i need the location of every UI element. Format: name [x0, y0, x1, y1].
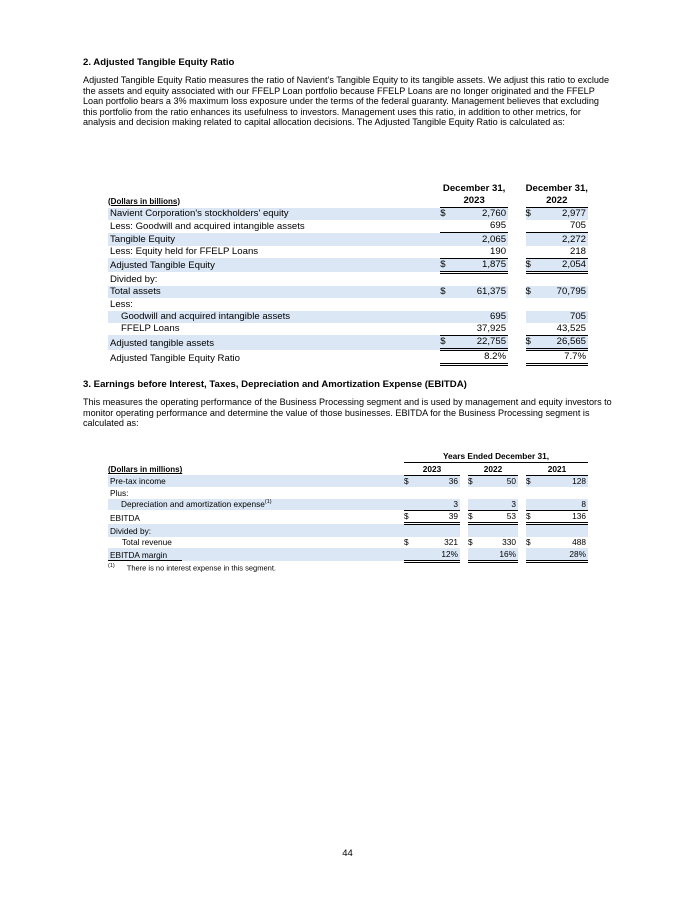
spacer-cell — [518, 510, 526, 523]
row-label: Adjusted Tangible Equity Ratio — [110, 352, 240, 364]
value-2022: 70,795 — [536, 286, 588, 298]
currency-symbol: $ — [526, 208, 537, 221]
column-header-2022 — [526, 183, 588, 208]
value-2022: 3 — [478, 499, 518, 511]
currency-symbol: $ — [440, 335, 450, 349]
currency-symbol — [526, 246, 537, 259]
spacer-cell — [508, 298, 526, 310]
value-2023: 3 — [414, 499, 460, 511]
value-2023 — [450, 272, 508, 286]
row-label — [108, 524, 404, 537]
spacer-cell — [518, 487, 526, 498]
spacer-cell — [460, 537, 468, 548]
row-label — [108, 499, 404, 511]
column-header-line: December 31, — [442, 183, 506, 194]
row-label-text: EBITDA — [110, 512, 140, 523]
spacer-cell — [518, 499, 526, 511]
currency-symbol — [440, 298, 450, 310]
row-label-text: Plus: — [110, 487, 129, 498]
table-row — [108, 298, 588, 310]
row-label — [108, 487, 404, 498]
currency-symbol — [468, 487, 478, 498]
value-2022: 330 — [502, 537, 516, 548]
value-2023: 2,065 — [450, 233, 508, 246]
table-row — [108, 350, 588, 365]
row-label-text: Pre-tax income — [110, 476, 166, 487]
currency-symbol: $ — [440, 208, 450, 221]
row-label: Less: Equity held for FFELP Loans — [110, 246, 259, 258]
currency-symbol — [440, 246, 450, 259]
table-row — [108, 524, 588, 537]
section-3-paragraph: This measures the operating performance of the Business Processing segment and is used by management and equity investors to monitor operating performance and determine the value of those businesses. EBITDA for the Business Processing segment is calculated as: — [83, 397, 612, 429]
value-2021: 128 — [536, 475, 588, 487]
section-3-heading: 3. Earnings before Interest, Taxes, Depreciation and Amortization Expense (EBITDA) — [83, 379, 467, 390]
value-2023: 22,755 — [450, 335, 508, 349]
currency-symbol — [526, 350, 537, 365]
spacer-cell — [508, 323, 526, 336]
row-label-text: Total revenue — [122, 537, 172, 548]
value-2022: 50 — [478, 475, 518, 487]
currency-symbol: $ — [468, 475, 478, 487]
row-label: Goodwill and acquired intangible assets — [108, 311, 440, 323]
currency-symbol: $ — [526, 510, 536, 523]
value-2021: 136 — [536, 510, 588, 523]
currency-symbol — [440, 311, 450, 323]
row-label: FFELP Loans — [121, 323, 180, 335]
adjusted-tangible-equity-table — [108, 183, 588, 366]
table-row — [108, 537, 588, 548]
year-header: 2021 — [526, 463, 588, 475]
value-2023: 12% — [414, 548, 460, 561]
currency-symbol: $ — [526, 286, 537, 298]
table-row — [108, 487, 588, 498]
spacer-cell — [508, 183, 526, 208]
unit-label-cell — [108, 463, 404, 475]
footnote — [108, 563, 276, 573]
column-header-2023 — [440, 183, 508, 208]
table-row — [108, 335, 588, 349]
value-2023: 695 — [450, 311, 508, 323]
currency-symbol: $ — [526, 475, 536, 487]
currency-symbol — [526, 233, 537, 246]
value-2022: 2,054 — [536, 258, 588, 272]
unit-label: (Dollars in millions) — [108, 465, 183, 475]
currency-symbol: $ — [526, 258, 537, 272]
currency-symbol: $ — [440, 258, 450, 272]
currency-symbol — [468, 548, 478, 561]
year-header: 2023 — [404, 463, 460, 475]
currency-symbol — [526, 487, 536, 498]
table-row — [108, 233, 588, 246]
currency-symbol — [526, 499, 536, 511]
currency-symbol: $ — [468, 510, 478, 523]
currency-symbol — [526, 311, 537, 323]
value-2022: 53 — [478, 510, 518, 523]
table-row — [108, 246, 588, 259]
value-2023: 695 — [450, 220, 508, 233]
table-row — [108, 286, 588, 298]
unit-label: (Dollars in billions) — [108, 196, 181, 206]
table-header-row — [108, 183, 588, 208]
spacer-cell — [518, 463, 526, 475]
currency-symbol — [526, 272, 537, 286]
value-2023: 39 — [414, 510, 460, 523]
value-2023 — [414, 487, 460, 498]
currency-symbol: $ — [404, 510, 414, 523]
row-label — [108, 537, 404, 548]
value-2021 — [536, 487, 588, 498]
row-label: Adjusted Tangible Equity — [108, 258, 440, 272]
page-number: 44 — [342, 848, 353, 859]
value-2023 — [414, 524, 460, 537]
currency-symbol — [404, 487, 414, 498]
value-2022: 2,272 — [536, 233, 588, 246]
unit-label-cell — [108, 183, 440, 208]
table-row — [108, 323, 588, 336]
year-header-row — [108, 463, 588, 475]
row-label — [108, 510, 404, 523]
value-2023: 1,875 — [450, 258, 508, 272]
blank-cell — [108, 451, 404, 463]
footnote-rule — [108, 560, 182, 561]
currency-symbol — [526, 323, 537, 336]
row-label: Navient Corporation's stockholders' equity — [108, 208, 440, 221]
value-2022: 705 — [536, 311, 588, 323]
currency-symbol — [404, 524, 414, 537]
row-label: Tangible Equity — [108, 233, 440, 246]
currency-symbol: $ — [440, 286, 450, 298]
value-2022 — [478, 487, 518, 498]
value-2022 — [536, 298, 588, 310]
table-row — [108, 208, 588, 221]
row-label: Less: — [110, 298, 133, 310]
row-label: Adjusted tangible assets — [108, 335, 440, 349]
table-row — [108, 220, 588, 233]
spacer-cell — [460, 475, 468, 487]
value-2023: 321 — [444, 537, 458, 548]
spacer-cell — [508, 311, 526, 323]
table-row — [108, 510, 588, 523]
value-2022 — [536, 272, 588, 286]
currency-symbol — [440, 323, 450, 336]
value-2023: 2,760 — [450, 208, 508, 221]
row-label: Less: Goodwill and acquired intangible assets — [110, 220, 305, 232]
spacer-cell — [508, 272, 526, 286]
row-label: Total assets — [108, 286, 440, 298]
column-header-year: 2022 — [546, 195, 568, 206]
table-row — [108, 272, 588, 286]
table-row — [108, 499, 588, 511]
currency-symbol — [440, 233, 450, 246]
spacer-cell — [460, 510, 468, 523]
footnote-text: There is no interest expense in this segment. — [126, 563, 276, 573]
spacer-cell — [508, 246, 526, 259]
value-2022: 43,525 — [536, 323, 588, 336]
value-2023: 37,925 — [450, 323, 508, 336]
ebitda-table — [108, 451, 588, 563]
column-header-year: 2023 — [463, 195, 485, 206]
currency-symbol — [440, 350, 450, 365]
row-label — [108, 475, 404, 487]
currency-symbol: $ — [404, 475, 414, 487]
spacer-cell — [508, 335, 526, 349]
currency-symbol: $ — [526, 335, 537, 349]
row-label-text: Divided by: — [110, 525, 152, 536]
spacer-cell — [508, 286, 526, 298]
value-2022 — [478, 524, 518, 537]
column-header-line: December 31, — [525, 183, 588, 194]
value-2022: 705 — [536, 220, 588, 233]
footnote-marker: (1) — [108, 563, 115, 569]
spacer-cell — [518, 537, 526, 548]
spacer-cell — [460, 499, 468, 511]
group-header: Years Ended December 31, — [404, 451, 588, 463]
group-header-row — [108, 451, 588, 463]
currency-symbol: $ — [404, 537, 409, 548]
spacer-cell — [508, 233, 526, 246]
value-2022: 26,565 — [536, 335, 588, 349]
footnote-reference: (1) — [264, 499, 272, 506]
year-header: 2022 — [468, 463, 518, 475]
value-2023: 8.2% — [450, 350, 508, 365]
table-row — [108, 475, 588, 487]
currency-symbol: $ — [526, 537, 531, 548]
table-row — [108, 311, 588, 323]
section-2-paragraph: Adjusted Tangible Equity Ratio measures the ratio of Navient’s Tangible Equity to its tangible assets. We adjust this ratio to exclude the assets and equity associated with our FFELP Loan portfolio because FFELP Loans are no longer originated and the FFELP Loan portfolio bears a 3% maximum loss exposure under the terms of the federal guaranty. Management believes that excluding this portfolio from the ratio enhances its usefulness to investors. Management uses this ratio, in addition to other metrics, for analysis and decision making related to capital allocation decisions. The Adjusted Tangible Equity Ratio is calculated as: — [83, 75, 610, 128]
row-label-text: EBITDA margin — [110, 550, 168, 561]
spacer-cell — [460, 463, 468, 475]
row-label: Divided by: — [110, 274, 158, 286]
value-2022: 2,977 — [536, 208, 588, 221]
currency-symbol — [468, 524, 478, 537]
currency-symbol — [526, 298, 537, 310]
currency-symbol — [526, 548, 536, 561]
spacer-cell — [518, 475, 526, 487]
currency-symbol — [526, 524, 536, 537]
value-2022: 7.7% — [536, 350, 588, 365]
value-2021: 28% — [536, 548, 588, 561]
spacer-cell — [460, 548, 468, 561]
value-2023: 190 — [450, 246, 508, 259]
spacer-cell — [518, 524, 526, 537]
row-label-text: Depreciation and amortization expense — [121, 499, 265, 510]
spacer-cell — [518, 548, 526, 561]
section-2-heading: 2. Adjusted Tangible Equity Ratio — [83, 57, 235, 68]
currency-symbol — [404, 499, 414, 511]
currency-symbol — [404, 548, 414, 561]
spacer-cell — [508, 258, 526, 272]
currency-symbol: $ — [468, 537, 473, 548]
spacer-cell — [508, 220, 526, 233]
value-2023 — [450, 298, 508, 310]
value-2021: 8 — [536, 499, 588, 511]
currency-symbol — [440, 272, 450, 286]
value-2023: 61,375 — [450, 286, 508, 298]
value-2022: 218 — [536, 246, 588, 259]
spacer-cell — [460, 524, 468, 537]
table-row — [108, 258, 588, 272]
currency-symbol — [440, 220, 450, 233]
spacer-cell — [508, 350, 526, 365]
currency-symbol — [526, 220, 537, 233]
currency-symbol — [468, 499, 478, 511]
value-2021 — [536, 524, 588, 537]
value-2022: 16% — [478, 548, 518, 561]
value-2023: 36 — [414, 475, 460, 487]
value-2021: 488 — [572, 537, 586, 548]
spacer-cell — [508, 208, 526, 221]
spacer-cell — [460, 487, 468, 498]
